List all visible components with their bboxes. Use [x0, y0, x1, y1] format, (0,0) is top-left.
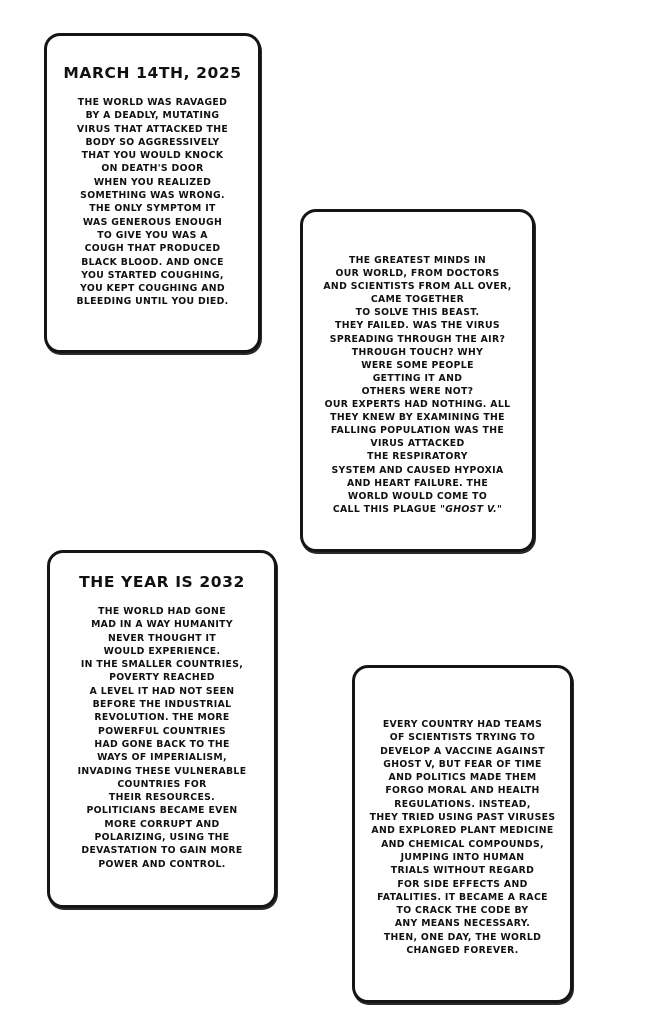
- caption-panel-year-2032: [47, 550, 277, 908]
- caption-panel-greatest-minds: [300, 209, 535, 552]
- panel-body-text: THE WORLD WAS RAVAGED BY A DEADLY, MUTATING VIRUS THAT ATTACKED THE BODY SO AGGRESSIVELY THAT YOU WOULD KNOCK ON DEATH'S DOOR WHEN YOU REALIZED SOMETHING WAS WRONG. THE ONLY SYMPTOM IT WAS GENEROUS ENOUGH TO GIVE YOU WAS A COUGH THAT PRODUCED BLACK BLOOD. AND ONCE YOU STARTED COUGHING, YOU KEPT COUGHING AND BLEEDING UNTIL YOU DIED.: [76, 97, 229, 308]
- panel-body-text: EVERY COUNTRY HAD TEAMS OF SCIENTISTS TRYING TO DEVELOP A VACCINE AGAINST GHOST V, BUT FEAR OF TIME AND POLITICS MADE THEM FORGO MORAL AND HEALTH REGULATIONS. INSTEAD, THEY TRIED USING PAST VIRUSES AND EXPLORED PLANT MEDICINE AND CHEMICAL COMPOUNDS, JUMPING INTO HUMAN TRIALS WITHOUT REGARD FOR SIDE EFFECTS AND FATALITIES. IT BECAME A RACE TO CRACK THE CODE BY ANY MEANS NECESSARY. THEN, ONE DAY, THE WORLD CHANGED FOREVER.: [369, 719, 556, 957]
- panel-body-main: THE GREATEST MINDS IN OUR WORLD, FROM DOCTORS AND SCIENTISTS FROM ALL OVER, CAME TOGETHER TO SOLVE THIS BEAST. THEY FAILED. WAS THE VIRUS SPREADING THROUGH THE AIR? THROUGH TOUCH? WHY WERE SOME PEOPLE GETTING IT AND OTHERS WERE NOT? OUR EXPERTS HAD NOTHING. ALL THEY KNEW BY EXAMINING THE FALLING POPULATION WAS THE VIRUS ATTACKED THE RESPIRATORY SYSTEM AND CAUSED HYPOXIA AND HEART FAILURE. THE WORLD WOULD COME TO CALL THIS PLAGUE ": [323, 255, 512, 515]
- caption-panel-march-2025: [44, 33, 261, 353]
- panel-heading: MARCH 14TH, 2025: [63, 64, 242, 82]
- panel-heading: THE YEAR IS 2032: [79, 573, 245, 591]
- closing-quote: ": [496, 503, 503, 515]
- panel-body-text: [311, 254, 524, 516]
- panel-body-text: THE WORLD HAD GONE MAD IN A WAY HUMANITY NEVER THOUGHT IT WOULD EXPERIENCE. IN THE SMALLER COUNTRIES, POVERTY REACHED A LEVEL IT HAD NOT SEEN BEFORE THE INDUSTRIAL REVOLUTION. THE MORE POWERFUL COUNTRIES HAD GONE BACK TO THE WAYS OF IMPERIALISM, INVADING THESE VULNERABLE COUNTRIES FOR THEIR RESOURCES. POLITICIANS BECAME EVEN MORE CORRUPT AND POLARIZING, USING THE DEVASTATION TO GAIN MORE POWER AND CONTROL.: [77, 606, 247, 870]
- caption-panel-vaccine-race: [352, 665, 573, 1003]
- plague-name: GHOST V.: [445, 503, 497, 515]
